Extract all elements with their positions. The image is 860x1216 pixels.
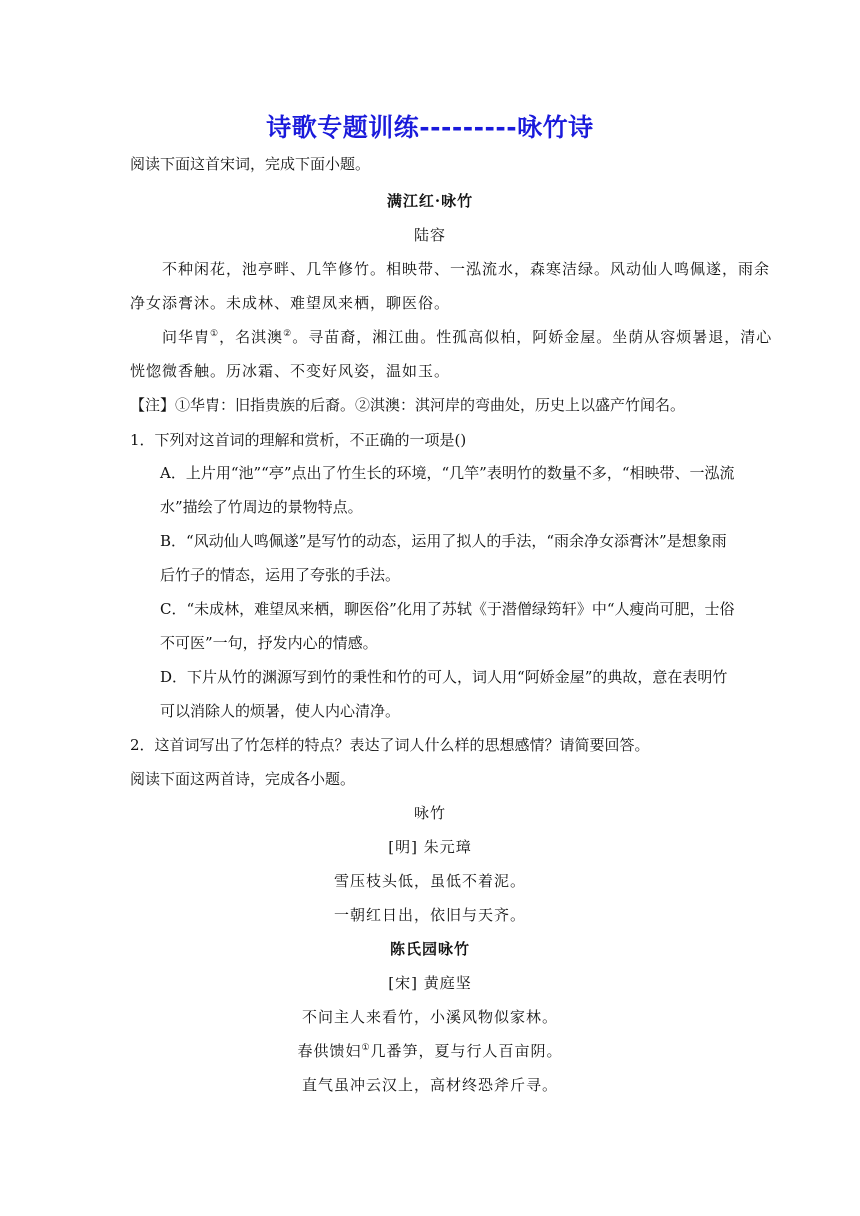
option-a-line1: A．上片用“池”“亭”点出了竹生长的环境，“几竿”表明竹的数量不多，“相映带、一泓流 [160, 464, 735, 482]
poem1-title: 满江红·咏竹 [386, 192, 474, 210]
footnote-marker-1: ① [210, 329, 220, 339]
poem1-stanza2-text-a: 问华胄 [162, 328, 211, 346]
question-2: 2．这首词写出了竹怎样的特点？表达了词人什么样的思想感情？请简要回答。 [130, 736, 650, 754]
option-c-line1: C．“未成林，难望凤来栖，聊医俗”化用了苏轼《于潜僧绿筠轩》中“人瘦尚可肥，士俗 [160, 600, 735, 618]
option-a-line2: 水”描绘了竹周边的景物特点。 [160, 498, 363, 516]
intro-text-1: 阅读下面这首宋词，完成下面小题。 [130, 155, 371, 173]
poem1-author: 陆容 [413, 226, 446, 244]
poem3-title: 陈氏园咏竹 [389, 940, 470, 958]
poem2-line2: 一朝红日出，依旧与天齐。 [333, 906, 526, 924]
footnote-marker-2: ② [283, 329, 293, 339]
poem3-line1: 不问主人来看竹，小溪风物似家林。 [301, 1008, 558, 1026]
poem1-stanza2-text-c: 。寻苗裔，湘江曲。性孤高似柏，阿娇金屋。坐荫从容烦暑退，清心 [292, 328, 773, 346]
poem1-stanza2-text-b: ，名淇澳 [219, 328, 284, 346]
option-d-line2: 可以消除人的烦暑，使人内心清净。 [160, 702, 401, 720]
footnote-marker-3: ① [361, 1043, 371, 1053]
option-b-line1: B．“风动仙人鸣佩遂”是写竹的动态，运用了拟人的手法，“雨余净女添膏沐”是想象雨 [160, 532, 727, 550]
option-d-line1: D．下片从竹的渊源写到竹的秉性和竹的可人，词人用“阿娇金屋”的典故，意在表明竹 [160, 668, 728, 686]
intro-text-2: 阅读下面这两首诗，完成各小题。 [130, 770, 356, 788]
option-b-line2: 后竹子的情态，运用了夸张的手法。 [160, 566, 401, 584]
annotation-note: 【注】①华胄：旧指贵族的后裔。②淇澳：淇河岸的弯曲处，历史上以盛产竹闻名。 [130, 396, 686, 414]
poem2-title: 咏竹 [413, 804, 446, 822]
poem3-author: [宋] 黄庭坚 [388, 974, 472, 992]
question-1-stem: 1．下列对这首词的理解和赏析，不正确的一项是() [130, 431, 467, 449]
poem1-stanza1-line2: 净女添膏沐。未成林、难望凤来栖，聊医俗。 [130, 294, 451, 312]
poem1-stanza2-line1 [162, 327, 772, 347]
poem3-line2-text-a: 春供馈妇 [297, 1042, 362, 1060]
poem3-line2-text-b: 几番笋，夏与行人百亩阴。 [370, 1042, 563, 1060]
page-title: 诗歌专题训练---------咏竹诗 [266, 113, 594, 142]
poem3-line3: 直气虽冲云汉上，高材终恐斧斤寻。 [301, 1076, 558, 1094]
poem3-line2 [0, 1041, 860, 1061]
poem2-author: [明] 朱元璋 [388, 838, 472, 856]
poem1-stanza1-line1: 不种闲花，池亭畔、几竿修竹。相映带、一泓流水，森寒洁绿。风动仙人鸣佩遂，雨余 [162, 260, 771, 278]
poem2-line1: 雪压枝头低，虽低不着泥。 [333, 872, 526, 890]
option-c-line2: 不可医”一句，抒发内心的情感。 [160, 634, 378, 652]
poem1-stanza2-line2: 恍惚微香触。历冰霜、不变好风姿，温如玉。 [130, 362, 451, 380]
